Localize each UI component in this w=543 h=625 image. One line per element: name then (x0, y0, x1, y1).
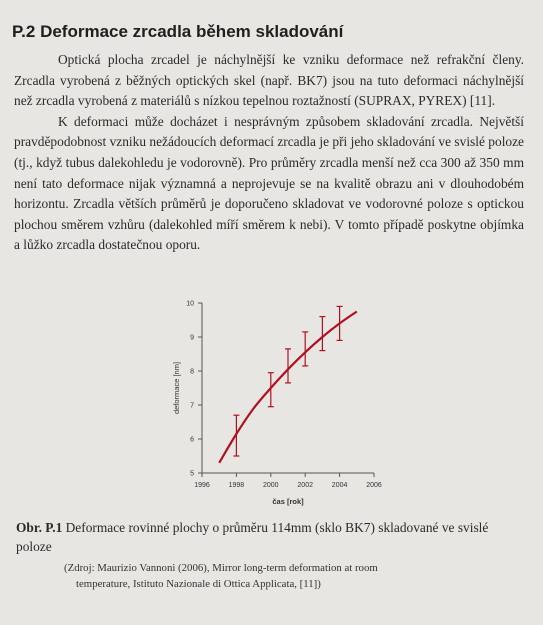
data-marks (219, 306, 357, 462)
x-tick-label: 1996 (194, 482, 210, 489)
error-bar (337, 306, 343, 340)
y-tick-label: 7 (190, 402, 194, 410)
y-tick-label: 6 (190, 436, 194, 444)
fit-curve (219, 312, 357, 463)
x-tick-label: 2004 (331, 482, 348, 489)
figure-caption (16, 518, 521, 556)
x-tick-label: 1998 (228, 482, 245, 489)
y-axis-label: deformace [nm] (172, 361, 181, 415)
y-tick-label: 10 (186, 300, 194, 308)
y-tick-label: 8 (190, 368, 194, 376)
x-tick-label: 2002 (297, 482, 313, 489)
figure-source (64, 560, 484, 592)
body-text (14, 50, 524, 256)
source-line-2: temperature, Istituto Nazionale di Ottica Applicata, [11]) (76, 578, 321, 590)
paragraph-1: Optická plocha zrcadel je náchylnější ke vzniku deformace než refrakční členy. Zrcadla vyrobená z běžných optických skel (např. BK7) jsou na tuto deformaci náchylnější než zrcadla vyrobená z materiálů s nízkou tepelnou roztažností (SUPRAX, PYREX) [11]. (14, 52, 524, 109)
source-line-1: (Zdroj: Maurizio Vannoni (2006), Mirror long-term deformation at room (64, 562, 378, 574)
x-axis-label: čas [rok] (272, 497, 304, 506)
section-heading (12, 22, 343, 42)
deformation-chart (160, 290, 390, 510)
error-bar (319, 317, 325, 351)
section-number: P.2 (12, 22, 36, 41)
x-tick-label: 2000 (263, 482, 279, 489)
caption-text: Deformace rovinné plochy o průměru 114mm (sklo BK7) skladované ve svislé poloze (16, 520, 489, 554)
y-tick-label: 9 (190, 334, 194, 342)
y-tick-label: 5 (190, 470, 194, 478)
section-title: Deformace zrcadla během skladování (40, 22, 344, 41)
axis-ticks (186, 301, 382, 490)
x-tick-label: 2006 (366, 482, 382, 489)
caption-label: Obr. P.1 (16, 520, 63, 535)
paragraph-2: K deformaci může docházet i nesprávným způsobem skladování zrcadla. Největší pravděpodobnost vzniku nežádoucích deformací zrcadla je při jeho skladování ve svislé poloze (tj., když tubus dalekohledu je vodorovně). Pro průměry zrcadla menší než cca 300 až 350 mm není tato deformace nijak významná a neprojevuje se na kvalitě obrazu ani v dlouhodobém horizontu. Zrcadla větších průměrů je doporučeno skladovat ve vodorovné poloze s optickou plochou směrem vzhůru (dalekohled míří směrem k nebi). V tomto případě poskytne objímka a lůžko zrcadla dostatečnou oporu. (14, 113, 524, 253)
